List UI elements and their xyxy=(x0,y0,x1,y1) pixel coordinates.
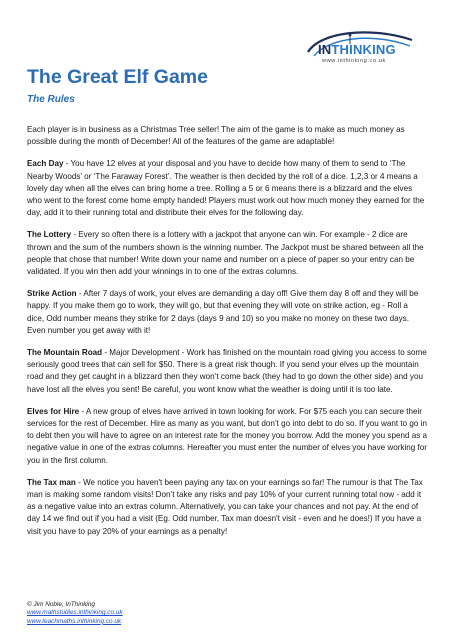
intro-paragraph: Each player is in business as a Christmas Tree seller! The aim of the game is to make as much money as possible during the month of December! All of the features of the game are adaptable! xyxy=(27,125,405,147)
rule-elves-for-hire: Elves for Hire - A new group of elves have arrived in town looking for work. For $75 each you can secure their services for the rest of December. Hire as many as you want, but don’t go into debt to do so. If you want to go in to debt then you will have to agree on an interest rate for the money you borrow. Add the money you spend as a negative value in one of the extras columns. Hereafter you must enter the number of elves you have working for you in the first column. xyxy=(27,406,427,465)
rule-each-day: Each Day - You have 12 elves at your disposal and you have to decide how many of them to send to ‘The Nearby Woods’ or ‘The Faraway Forest’. The weather is then decided by the roll of a dice. 1,2,3 or 4 means a lovely day when all the elves can bring home a tree. Rolling a 5 or 6 means there is a blizzard and the elves who went to the forest come home empty handed! Players must work out how much money they earned for the day, add it to their running total and distribute their elves for the following day. xyxy=(27,159,425,218)
rule-tax-man: The Tax man - We notice you haven't been paying any tax on your earnings so far! The rumour is that The Tax man is making some random visits! Don’t take any risks and pay 10% of your current running total now - add it as a negative value into an extras column. Alternatively, you can take your chances and not pay. At the end of day 14 we find out if you had a visit (Eg. Odd number, Tax man doesn't visit - even and he does!) If you have a visit you have to pay 20% of your earnings as a penalty! xyxy=(27,477,423,536)
rules-body xyxy=(27,124,427,548)
footer xyxy=(27,601,123,626)
rule-heading: Elves for Hire xyxy=(27,406,80,416)
logo-url: www.inthinking.co.uk xyxy=(322,58,386,64)
rule-lottery: The Lottery - Every so often there is a lottery with a jackpot that anyone can win. For example - 2 dice are thrown and the sum of the numbers shown is the winning number. The Jackpot must be shared between all the people that chose that number! Write down your name and number on a piece of paper so your entry can be validated. If you win then add your winnings in to one of the extras columns. xyxy=(27,230,424,277)
rule-heading: The Lottery xyxy=(27,230,72,240)
inthinking-logo xyxy=(300,30,418,68)
rule-heading: Each Day xyxy=(27,159,64,169)
rule-heading: Strike Action xyxy=(27,289,77,299)
footer-credit: © Jim Noble, InThinking xyxy=(27,601,95,608)
rule-strike-action: Strike Action - After 7 days of work, your elves are demanding a day off! Give them day 8 off and they will be happy. If you make them go to work, they will go, but that evening they will vote on strike action, eg - Roll a dice, Odd number means they strike for 2 days (days 9 and 10) so you make no money on these two days. Even number you get away with it! xyxy=(27,289,419,335)
page-subtitle: The Rules xyxy=(27,94,75,105)
page-title: The Great Elf Game xyxy=(27,66,208,88)
footer-link-mathstudies[interactable]: www.mathstudies.inthinking.co.uk xyxy=(27,609,123,617)
footer-link-teachmaths[interactable]: www.teachmaths.inthinking.co.uk xyxy=(27,617,122,625)
rule-mountain-road: The Mountain Road - Major Development - Work has finished on the mountain road giving you access to some seriously good trees that can sell for $50. There is a great risk though. If you send your elves up the mountain road and they get caught in a blizzard then they won’t come back (they had to go down the other side) and you have lost all the elves you sent! Be careful, you wont know what the weather is doing until it is too late. xyxy=(27,348,427,394)
logo-wordmark: INTHINKING xyxy=(318,42,396,57)
rule-heading: The Mountain Road xyxy=(27,348,103,358)
rule-heading: The Tax man xyxy=(27,477,76,487)
